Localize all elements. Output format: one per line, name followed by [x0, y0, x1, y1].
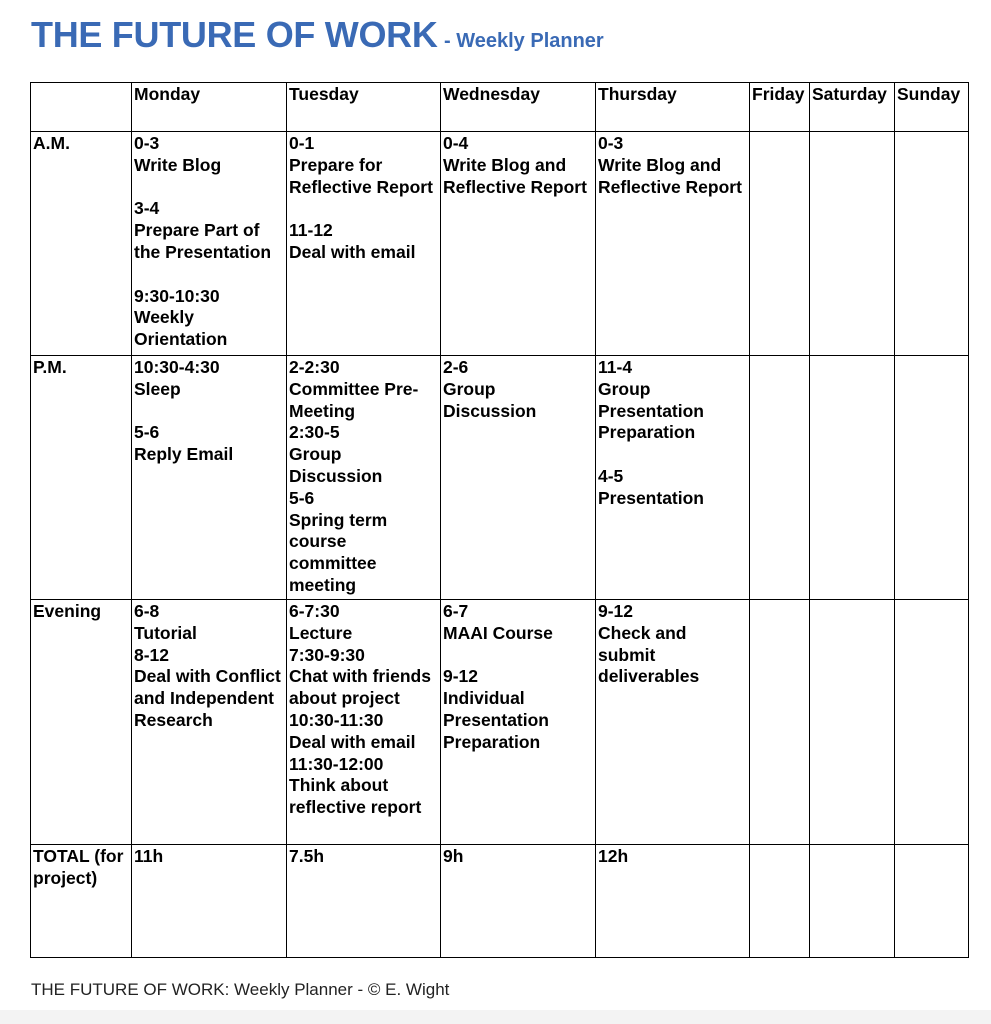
cell-am-sunday [895, 132, 969, 356]
entry-task: Sleep [134, 378, 181, 399]
entry-time: 6-7 [443, 601, 469, 621]
total-tuesday: 7.5h [287, 845, 441, 958]
cell-evening-friday [750, 600, 810, 845]
pm-row [31, 356, 969, 600]
day-header-sunday: Sunday [895, 83, 969, 132]
row-label-pm: P.M. [31, 356, 132, 600]
entry-time: 5-6 [134, 422, 160, 443]
entry-task: Deal with Conflict and Independent Research [134, 666, 281, 730]
cell-evening-wednesday [441, 600, 596, 845]
entry-task: Presentation [598, 487, 704, 508]
entry-time: 0-3 [134, 133, 160, 153]
entry-task: Write Blog and Reflective Report [443, 154, 587, 197]
total-saturday [810, 845, 895, 958]
entry-task: Chat with friends about project [289, 666, 431, 709]
cell-evening-monday [132, 600, 287, 845]
cell-evening-saturday [810, 600, 895, 845]
entry-time: 5-6 [289, 487, 315, 508]
total-friday [750, 845, 810, 958]
entry-time: 2-6 [443, 357, 469, 377]
cell-am-tuesday [287, 132, 441, 356]
entry-task: Reply Email [134, 444, 234, 465]
page-bottom-strip [0, 1010, 991, 1024]
entry-time: 2:30-5 [289, 422, 340, 443]
total-sunday [895, 845, 969, 958]
total-row [31, 845, 969, 958]
entry-task: Tutorial [134, 622, 197, 643]
entry-time: 11-12 [289, 220, 333, 241]
entry-task: Check and submit deliverables [598, 622, 700, 687]
entry-time: 8-12 [134, 644, 170, 665]
entry-time: 11-4 [598, 357, 633, 377]
entry-task: MAAI Course [443, 622, 553, 643]
title-subtitle: - Weekly Planner [444, 30, 604, 52]
day-header-friday: Friday [750, 83, 810, 132]
entry-task: Committee Pre-Meeting [289, 378, 419, 421]
day-header-thursday: Thursday [596, 83, 750, 132]
am-row [31, 132, 969, 356]
entry-task: Write Blog and Reflective Report [598, 154, 742, 197]
cell-pm-tuesday [287, 356, 441, 600]
cell-pm-saturday [810, 356, 895, 600]
evening-row [31, 600, 969, 845]
entry-task: Think about reflective report [289, 775, 422, 818]
entry-time: 0-4 [443, 133, 469, 153]
entry-time: 7:30-9:30 [289, 644, 365, 665]
cell-am-friday [750, 132, 810, 356]
cell-pm-sunday [895, 356, 969, 600]
row-label-total: TOTAL (for project) [31, 845, 132, 958]
cell-am-saturday [810, 132, 895, 356]
entry-time: 0-3 [598, 133, 624, 153]
entry-time: 6-8 [134, 601, 160, 621]
entry-time: 4-5 [598, 465, 624, 486]
cell-pm-thursday [596, 356, 750, 600]
entry-task: Prepare Part of the Presentation [134, 220, 272, 262]
entry-task: Spring term course committee meeting [289, 509, 388, 595]
row-label-am: A.M. [31, 132, 132, 356]
title-main: THE FUTURE OF WORK [31, 14, 438, 55]
entry-task: Write Blog [134, 154, 222, 175]
footer-copyright: THE FUTURE OF WORK: Weekly Planner - © E. Wight [31, 980, 450, 999]
entry-task: Deal with email [289, 241, 416, 262]
cell-am-thursday [596, 132, 750, 356]
entry-task: Lecture [289, 622, 353, 643]
total-thursday: 12h [596, 845, 750, 958]
corner-cell [31, 83, 132, 132]
cell-am-monday [132, 132, 287, 356]
cell-evening-tuesday [287, 600, 441, 845]
entry-time: 11:30-12:00 [289, 753, 384, 774]
entry-time: 9-12 [443, 666, 479, 687]
day-header-monday: Monday [132, 83, 287, 132]
entry-task: Group Discussion [443, 378, 537, 421]
entry-task: Prepare for Reflective Report [289, 154, 433, 197]
header-row [31, 83, 969, 132]
cell-evening-thursday [596, 600, 750, 845]
cell-pm-wednesday [441, 356, 596, 600]
cell-pm-friday [750, 356, 810, 600]
total-monday: 11h [132, 845, 287, 958]
day-header-saturday: Saturday [810, 83, 895, 132]
planner-title [31, 14, 604, 56]
entry-time: 9-12 [598, 601, 634, 621]
entry-task: Weekly Orientation [134, 307, 228, 350]
entry-task: Individual Presentation Preparation [443, 688, 549, 752]
entry-time: 2-2:30 [289, 357, 340, 377]
cell-evening-sunday [895, 600, 969, 845]
entry-time: 3-4 [134, 198, 160, 219]
entry-time: 10:30-4:30 [134, 357, 220, 377]
cell-pm-monday [132, 356, 287, 600]
cell-am-wednesday [441, 132, 596, 356]
entry-task: Group Discussion [289, 444, 383, 486]
entry-time: 9:30-10:30 [134, 285, 220, 306]
entry-time: 6-7:30 [289, 601, 340, 621]
entry-task: Deal with email [289, 731, 416, 752]
entry-task: Group Presentation Preparation [598, 378, 704, 443]
weekly-planner-table [30, 82, 969, 958]
entry-time: 10:30-11:30 [289, 709, 384, 730]
day-header-tuesday: Tuesday [287, 83, 441, 132]
entry-time: 0-1 [289, 133, 315, 153]
row-label-evening: Evening [31, 600, 132, 845]
total-wednesday: 9h [441, 845, 596, 958]
day-header-wednesday: Wednesday [441, 83, 596, 132]
